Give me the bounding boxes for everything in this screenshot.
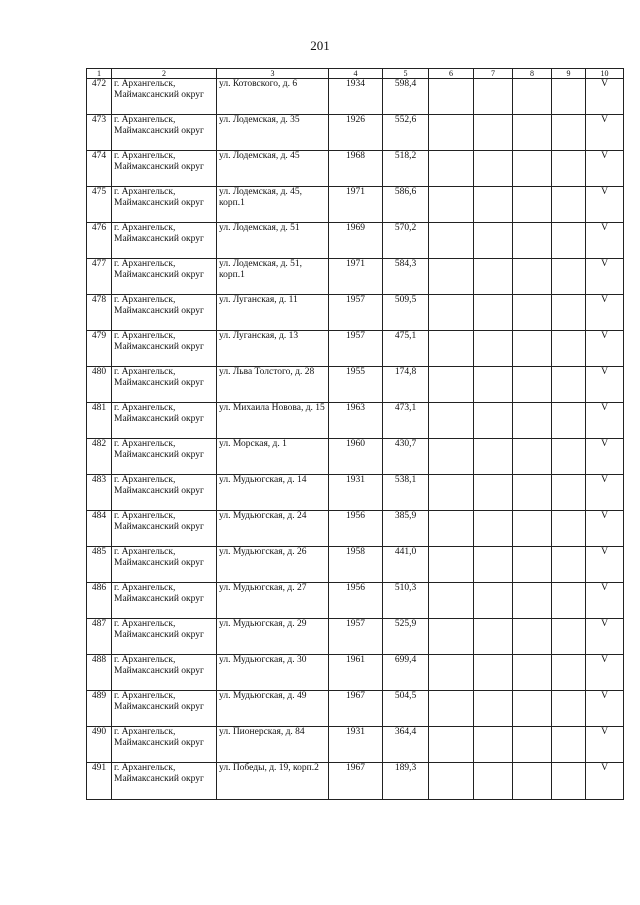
row-number: 482 (87, 439, 112, 475)
mark-cell: V (586, 403, 624, 439)
settlement-cell: г. Архангельск, Маймаксанский округ (112, 79, 217, 115)
year-cell: 1963 (329, 403, 383, 439)
mark-cell: V (586, 259, 624, 295)
row-number: 475 (87, 187, 112, 223)
address-cell: ул. Лодемская, д. 51, корп.1 (217, 259, 329, 295)
mark-cell: V (586, 439, 624, 475)
area-cell: 441,0 (383, 547, 429, 583)
table-row (87, 619, 624, 655)
column-7-cell (474, 403, 513, 439)
address-cell: ул. Луганская, д. 11 (217, 295, 329, 331)
address-cell: ул. Луганская, д. 13 (217, 331, 329, 367)
column-8-cell (513, 259, 552, 295)
year-cell: 1961 (329, 655, 383, 691)
address-cell: ул. Пионерская, д. 84 (217, 727, 329, 763)
settlement-cell: г. Архангельск, Маймаксанский округ (112, 583, 217, 619)
column-6-cell (429, 691, 474, 727)
column-9-cell (552, 583, 586, 619)
settlement-cell: г. Архангельск, Маймаксанский округ (112, 151, 217, 187)
column-6-cell (429, 259, 474, 295)
table-row (87, 187, 624, 223)
table-row (87, 655, 624, 691)
address-cell: ул. Мудьюгская, д. 14 (217, 475, 329, 511)
column-8-cell (513, 583, 552, 619)
table-row (87, 547, 624, 583)
address-cell: ул. Лодемская, д. 51 (217, 223, 329, 259)
area-cell: 538,1 (383, 475, 429, 511)
column-6-cell (429, 151, 474, 187)
area-cell: 475,1 (383, 331, 429, 367)
column-number-row (87, 69, 624, 79)
column-6-cell (429, 511, 474, 547)
row-number: 488 (87, 655, 112, 691)
area-cell: 584,3 (383, 259, 429, 295)
settlement-cell: г. Архангельск, Маймаксанский округ (112, 439, 217, 475)
settlement-cell: г. Архангельск, Маймаксанский округ (112, 187, 217, 223)
column-7-cell (474, 187, 513, 223)
column-6-cell (429, 331, 474, 367)
year-cell: 1957 (329, 295, 383, 331)
row-number: 489 (87, 691, 112, 727)
area-cell: 552,6 (383, 115, 429, 151)
year-cell: 1955 (329, 367, 383, 403)
column-8-cell (513, 475, 552, 511)
column-9-cell (552, 331, 586, 367)
column-6-cell (429, 655, 474, 691)
page-number: 201 (310, 38, 330, 53)
table-row (87, 475, 624, 511)
column-8-cell (513, 79, 552, 115)
year-cell: 1931 (329, 475, 383, 511)
column-9-cell (552, 763, 586, 800)
table-row (87, 331, 624, 367)
table-row (87, 403, 624, 439)
year-cell: 1957 (329, 619, 383, 655)
column-9-cell (552, 727, 586, 763)
table-row (87, 763, 624, 800)
table-row (87, 79, 624, 115)
area-cell: 430,7 (383, 439, 429, 475)
column-9-cell (552, 619, 586, 655)
settlement-cell: г. Архангельск, Маймаксанский округ (112, 475, 217, 511)
address-cell: ул. Лодемская, д. 45 (217, 151, 329, 187)
column-8-cell (513, 547, 552, 583)
column-8-cell (513, 115, 552, 151)
column-6-cell (429, 475, 474, 511)
table-row (87, 691, 624, 727)
area-cell: 586,6 (383, 187, 429, 223)
column-7-cell (474, 439, 513, 475)
column-7-cell (474, 295, 513, 331)
column-9-cell (552, 511, 586, 547)
year-cell: 1967 (329, 691, 383, 727)
address-cell: ул. Победы, д. 19, корп.2 (217, 763, 329, 800)
settlement-cell: г. Архангельск, Маймаксанский округ (112, 619, 217, 655)
area-cell: 189,3 (383, 763, 429, 800)
row-number: 485 (87, 547, 112, 583)
address-cell: ул. Мудьюгская, д. 49 (217, 691, 329, 727)
column-6-cell (429, 403, 474, 439)
mark-cell: V (586, 79, 624, 115)
area-cell: 509,5 (383, 295, 429, 331)
column-8-cell (513, 727, 552, 763)
year-cell: 1957 (329, 331, 383, 367)
column-7-cell (474, 259, 513, 295)
column-6-cell (429, 439, 474, 475)
column-9-cell (552, 367, 586, 403)
column-6-cell (429, 583, 474, 619)
column-7-cell (474, 511, 513, 547)
column-7-cell (474, 151, 513, 187)
table-row (87, 727, 624, 763)
settlement-cell: г. Архангельск, Маймаксанский округ (112, 295, 217, 331)
address-cell: ул. Мудьюгская, д. 29 (217, 619, 329, 655)
area-cell: 473,1 (383, 403, 429, 439)
column-7-cell (474, 655, 513, 691)
address-cell: ул. Морская, д. 1 (217, 439, 329, 475)
column-number: 7 (474, 69, 513, 79)
column-7-cell (474, 223, 513, 259)
column-6-cell (429, 547, 474, 583)
mark-cell: V (586, 655, 624, 691)
row-number: 479 (87, 331, 112, 367)
mark-cell: V (586, 475, 624, 511)
column-6-cell (429, 223, 474, 259)
settlement-cell: г. Архангельск, Маймаксанский округ (112, 259, 217, 295)
settlement-cell: г. Архангельск, Маймаксанский округ (112, 367, 217, 403)
column-6-cell (429, 295, 474, 331)
column-9-cell (552, 295, 586, 331)
column-7-cell (474, 367, 513, 403)
area-cell: 699,4 (383, 655, 429, 691)
address-cell: ул. Лодемская, д. 45, корп.1 (217, 187, 329, 223)
settlement-cell: г. Архангельск, Маймаксанский округ (112, 331, 217, 367)
mark-cell: V (586, 331, 624, 367)
address-cell: ул. Котовского, д. 6 (217, 79, 329, 115)
row-number: 474 (87, 151, 112, 187)
mark-cell: V (586, 115, 624, 151)
column-number: 9 (552, 69, 586, 79)
column-6-cell (429, 727, 474, 763)
table-row (87, 295, 624, 331)
address-cell: ул. Лодемская, д. 35 (217, 115, 329, 151)
settlement-cell: г. Архангельск, Маймаксанский округ (112, 547, 217, 583)
row-number: 478 (87, 295, 112, 331)
column-number: 1 (87, 69, 112, 79)
column-number: 3 (217, 69, 329, 79)
column-7-cell (474, 79, 513, 115)
mark-cell: V (586, 151, 624, 187)
settlement-cell: г. Архангельск, Маймаксанский округ (112, 403, 217, 439)
column-9-cell (552, 475, 586, 511)
mark-cell: V (586, 583, 624, 619)
table-row (87, 259, 624, 295)
table-row (87, 223, 624, 259)
column-7-cell (474, 619, 513, 655)
settlement-cell: г. Архангельск, Маймаксанский округ (112, 511, 217, 547)
column-9-cell (552, 403, 586, 439)
settlement-cell: г. Архангельск, Маймаксанский округ (112, 727, 217, 763)
column-8-cell (513, 655, 552, 691)
mark-cell: V (586, 295, 624, 331)
housing-registry-table (86, 68, 624, 800)
mark-cell: V (586, 367, 624, 403)
column-number: 6 (429, 69, 474, 79)
column-9-cell (552, 115, 586, 151)
row-number: 477 (87, 259, 112, 295)
column-7-cell (474, 115, 513, 151)
year-cell: 1969 (329, 223, 383, 259)
area-cell: 570,2 (383, 223, 429, 259)
area-cell: 525,9 (383, 619, 429, 655)
address-cell: ул. Мудьюгская, д. 30 (217, 655, 329, 691)
column-9-cell (552, 691, 586, 727)
column-6-cell (429, 115, 474, 151)
address-cell: ул. Мудьюгская, д. 27 (217, 583, 329, 619)
column-6-cell (429, 79, 474, 115)
column-6-cell (429, 367, 474, 403)
mark-cell: V (586, 691, 624, 727)
area-cell: 364,4 (383, 727, 429, 763)
column-6-cell (429, 619, 474, 655)
column-6-cell (429, 187, 474, 223)
column-8-cell (513, 439, 552, 475)
year-cell: 1960 (329, 439, 383, 475)
year-cell: 1956 (329, 511, 383, 547)
area-cell: 510,3 (383, 583, 429, 619)
column-7-cell (474, 331, 513, 367)
row-number: 483 (87, 475, 112, 511)
column-7-cell (474, 475, 513, 511)
column-7-cell (474, 547, 513, 583)
mark-cell: V (586, 547, 624, 583)
column-8-cell (513, 187, 552, 223)
year-cell: 1956 (329, 583, 383, 619)
mark-cell: V (586, 619, 624, 655)
column-7-cell (474, 583, 513, 619)
year-cell: 1971 (329, 259, 383, 295)
settlement-cell: г. Архангельск, Маймаксанский округ (112, 763, 217, 800)
year-cell: 1967 (329, 763, 383, 800)
year-cell: 1931 (329, 727, 383, 763)
mark-cell: V (586, 511, 624, 547)
year-cell: 1934 (329, 79, 383, 115)
area-cell: 174,8 (383, 367, 429, 403)
area-cell: 385,9 (383, 511, 429, 547)
column-8-cell (513, 367, 552, 403)
table-row (87, 439, 624, 475)
address-cell: ул. Мудьюгская, д. 26 (217, 547, 329, 583)
area-cell: 518,2 (383, 151, 429, 187)
column-7-cell (474, 691, 513, 727)
column-7-cell (474, 727, 513, 763)
row-number: 473 (87, 115, 112, 151)
column-8-cell (513, 295, 552, 331)
column-6-cell (429, 763, 474, 800)
column-8-cell (513, 403, 552, 439)
column-9-cell (552, 439, 586, 475)
column-8-cell (513, 331, 552, 367)
table-row (87, 367, 624, 403)
column-number: 5 (383, 69, 429, 79)
row-number: 487 (87, 619, 112, 655)
settlement-cell: г. Архангельск, Маймаксанский округ (112, 655, 217, 691)
column-8-cell (513, 691, 552, 727)
column-9-cell (552, 151, 586, 187)
mark-cell: V (586, 763, 624, 800)
area-cell: 504,5 (383, 691, 429, 727)
address-cell: ул. Льва Толстого, д. 28 (217, 367, 329, 403)
year-cell: 1958 (329, 547, 383, 583)
column-9-cell (552, 547, 586, 583)
column-8-cell (513, 223, 552, 259)
column-9-cell (552, 79, 586, 115)
settlement-cell: г. Архангельск, Маймаксанский округ (112, 115, 217, 151)
row-number: 481 (87, 403, 112, 439)
row-number: 486 (87, 583, 112, 619)
year-cell: 1968 (329, 151, 383, 187)
column-9-cell (552, 223, 586, 259)
settlement-cell: г. Архангельск, Маймаксанский округ (112, 223, 217, 259)
row-number: 484 (87, 511, 112, 547)
column-number: 4 (329, 69, 383, 79)
row-number: 490 (87, 727, 112, 763)
column-7-cell (474, 763, 513, 800)
mark-cell: V (586, 223, 624, 259)
mark-cell: V (586, 727, 624, 763)
table-row (87, 511, 624, 547)
column-9-cell (552, 259, 586, 295)
column-8-cell (513, 151, 552, 187)
table-row (87, 583, 624, 619)
table-row (87, 115, 624, 151)
column-8-cell (513, 619, 552, 655)
row-number: 476 (87, 223, 112, 259)
address-cell: ул. Мудьюгская, д. 24 (217, 511, 329, 547)
year-cell: 1971 (329, 187, 383, 223)
table-row (87, 151, 624, 187)
column-number: 10 (586, 69, 624, 79)
table-body (87, 69, 624, 800)
row-number: 491 (87, 763, 112, 800)
address-cell: ул. Михаила Новова, д. 15 (217, 403, 329, 439)
column-number: 2 (112, 69, 217, 79)
year-cell: 1926 (329, 115, 383, 151)
column-8-cell (513, 763, 552, 800)
mark-cell: V (586, 187, 624, 223)
column-8-cell (513, 511, 552, 547)
column-9-cell (552, 187, 586, 223)
area-cell: 598,4 (383, 79, 429, 115)
column-number: 8 (513, 69, 552, 79)
row-number: 480 (87, 367, 112, 403)
column-9-cell (552, 655, 586, 691)
settlement-cell: г. Архангельск, Маймаксанский округ (112, 691, 217, 727)
row-number: 472 (87, 79, 112, 115)
